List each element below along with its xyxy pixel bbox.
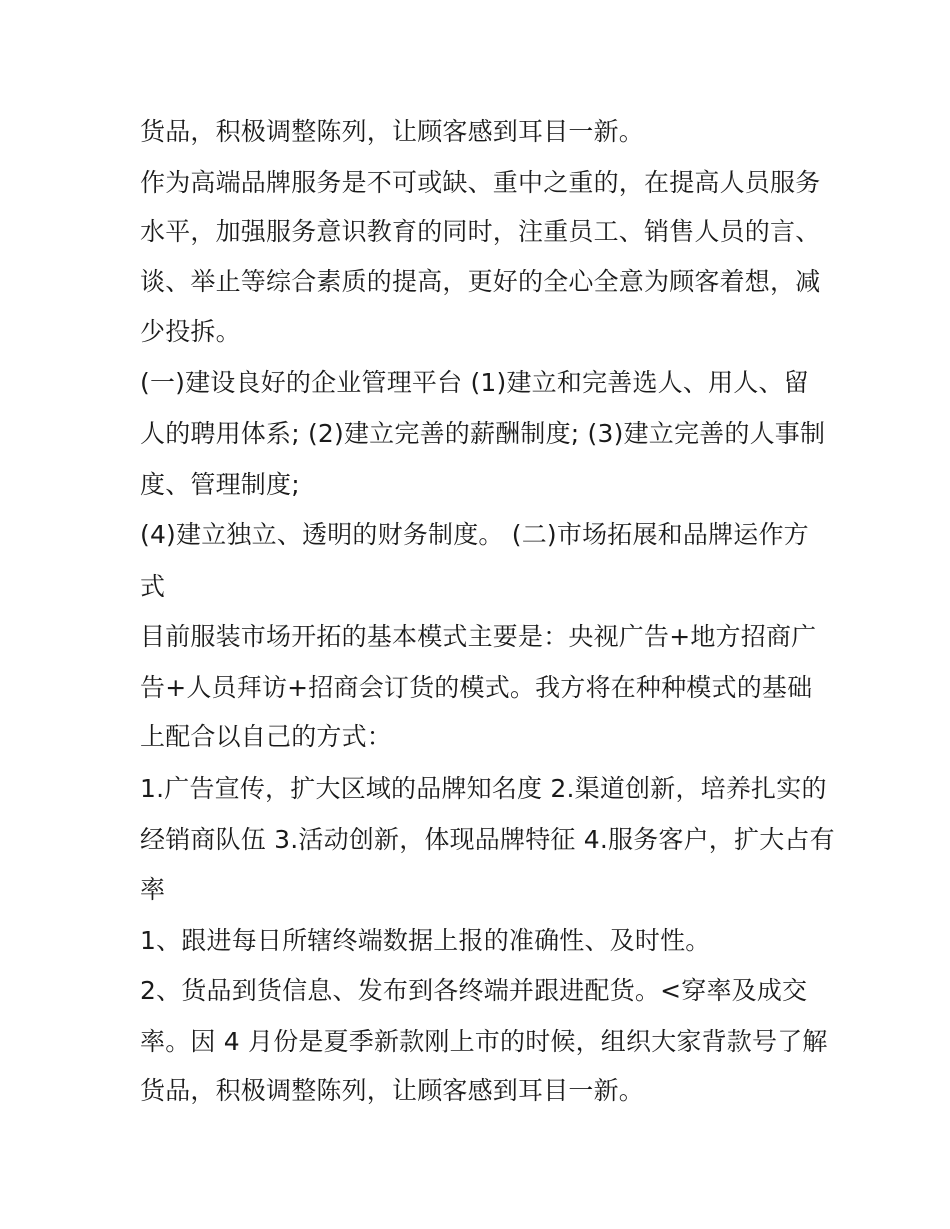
text-line: 1、跟进每日所辖终端数据上报的准确性、及时性。 bbox=[140, 926, 711, 955]
text-line: 人的聘用体系; (2)建立完善的薪酬制度; (3)建立完善的人事制 bbox=[140, 419, 826, 448]
text-line: 货品，积极调整陈列，让顾客感到耳目一新。 bbox=[140, 1076, 645, 1105]
text-line: 水平，加强服务意识教育的同时，注重员工、销售人员的言、 bbox=[140, 217, 821, 246]
text-line: 上配合以自己的方式： bbox=[140, 722, 393, 751]
text-line: (4)建立独立、透明的财务制度。 (二)市场拓展和品牌运作方 bbox=[140, 520, 809, 549]
text-line: 率。因 4 月份是夏季新款刚上市的时候，组织大家背款号了解 bbox=[140, 1027, 828, 1056]
text-line: 货品，积极调整陈列，让顾客感到耳目一新。 bbox=[140, 117, 645, 146]
text-line: 率 bbox=[140, 875, 166, 904]
text-line: 少投拆。 bbox=[140, 317, 241, 346]
text-line: 作为高端品牌服务是不可或缺、重中之重的，在提高人员服务 bbox=[140, 168, 821, 197]
text-line: 谈、举止等综合素质的提高，更好的全心全意为顾客着想，减 bbox=[140, 267, 821, 296]
text-line: 式 bbox=[140, 572, 166, 601]
text-line: (一)建设良好的企业管理平台 (1)建立和完善选人、用人、留 bbox=[140, 368, 809, 397]
text-line: 1.广告宣传，扩大区域的品牌知名度 2.渠道创新，培养扎实的 bbox=[140, 774, 827, 803]
text-line: 度、管理制度; bbox=[140, 470, 300, 499]
text-line: 目前服装市场开拓的基本模式主要是：央视广告+地方招商广 bbox=[140, 622, 817, 651]
text-line: 经销商队伍 3.活动创新，体现品牌特征 4.服务客户，扩大占有 bbox=[140, 825, 835, 854]
text-line: 2、货品到货信息、发布到各终端并跟进配货。<穿率及成交 bbox=[140, 976, 808, 1005]
text-line: 告+人员拜访+招商会订货的模式。我方将在种种模式的基础 bbox=[140, 673, 813, 702]
